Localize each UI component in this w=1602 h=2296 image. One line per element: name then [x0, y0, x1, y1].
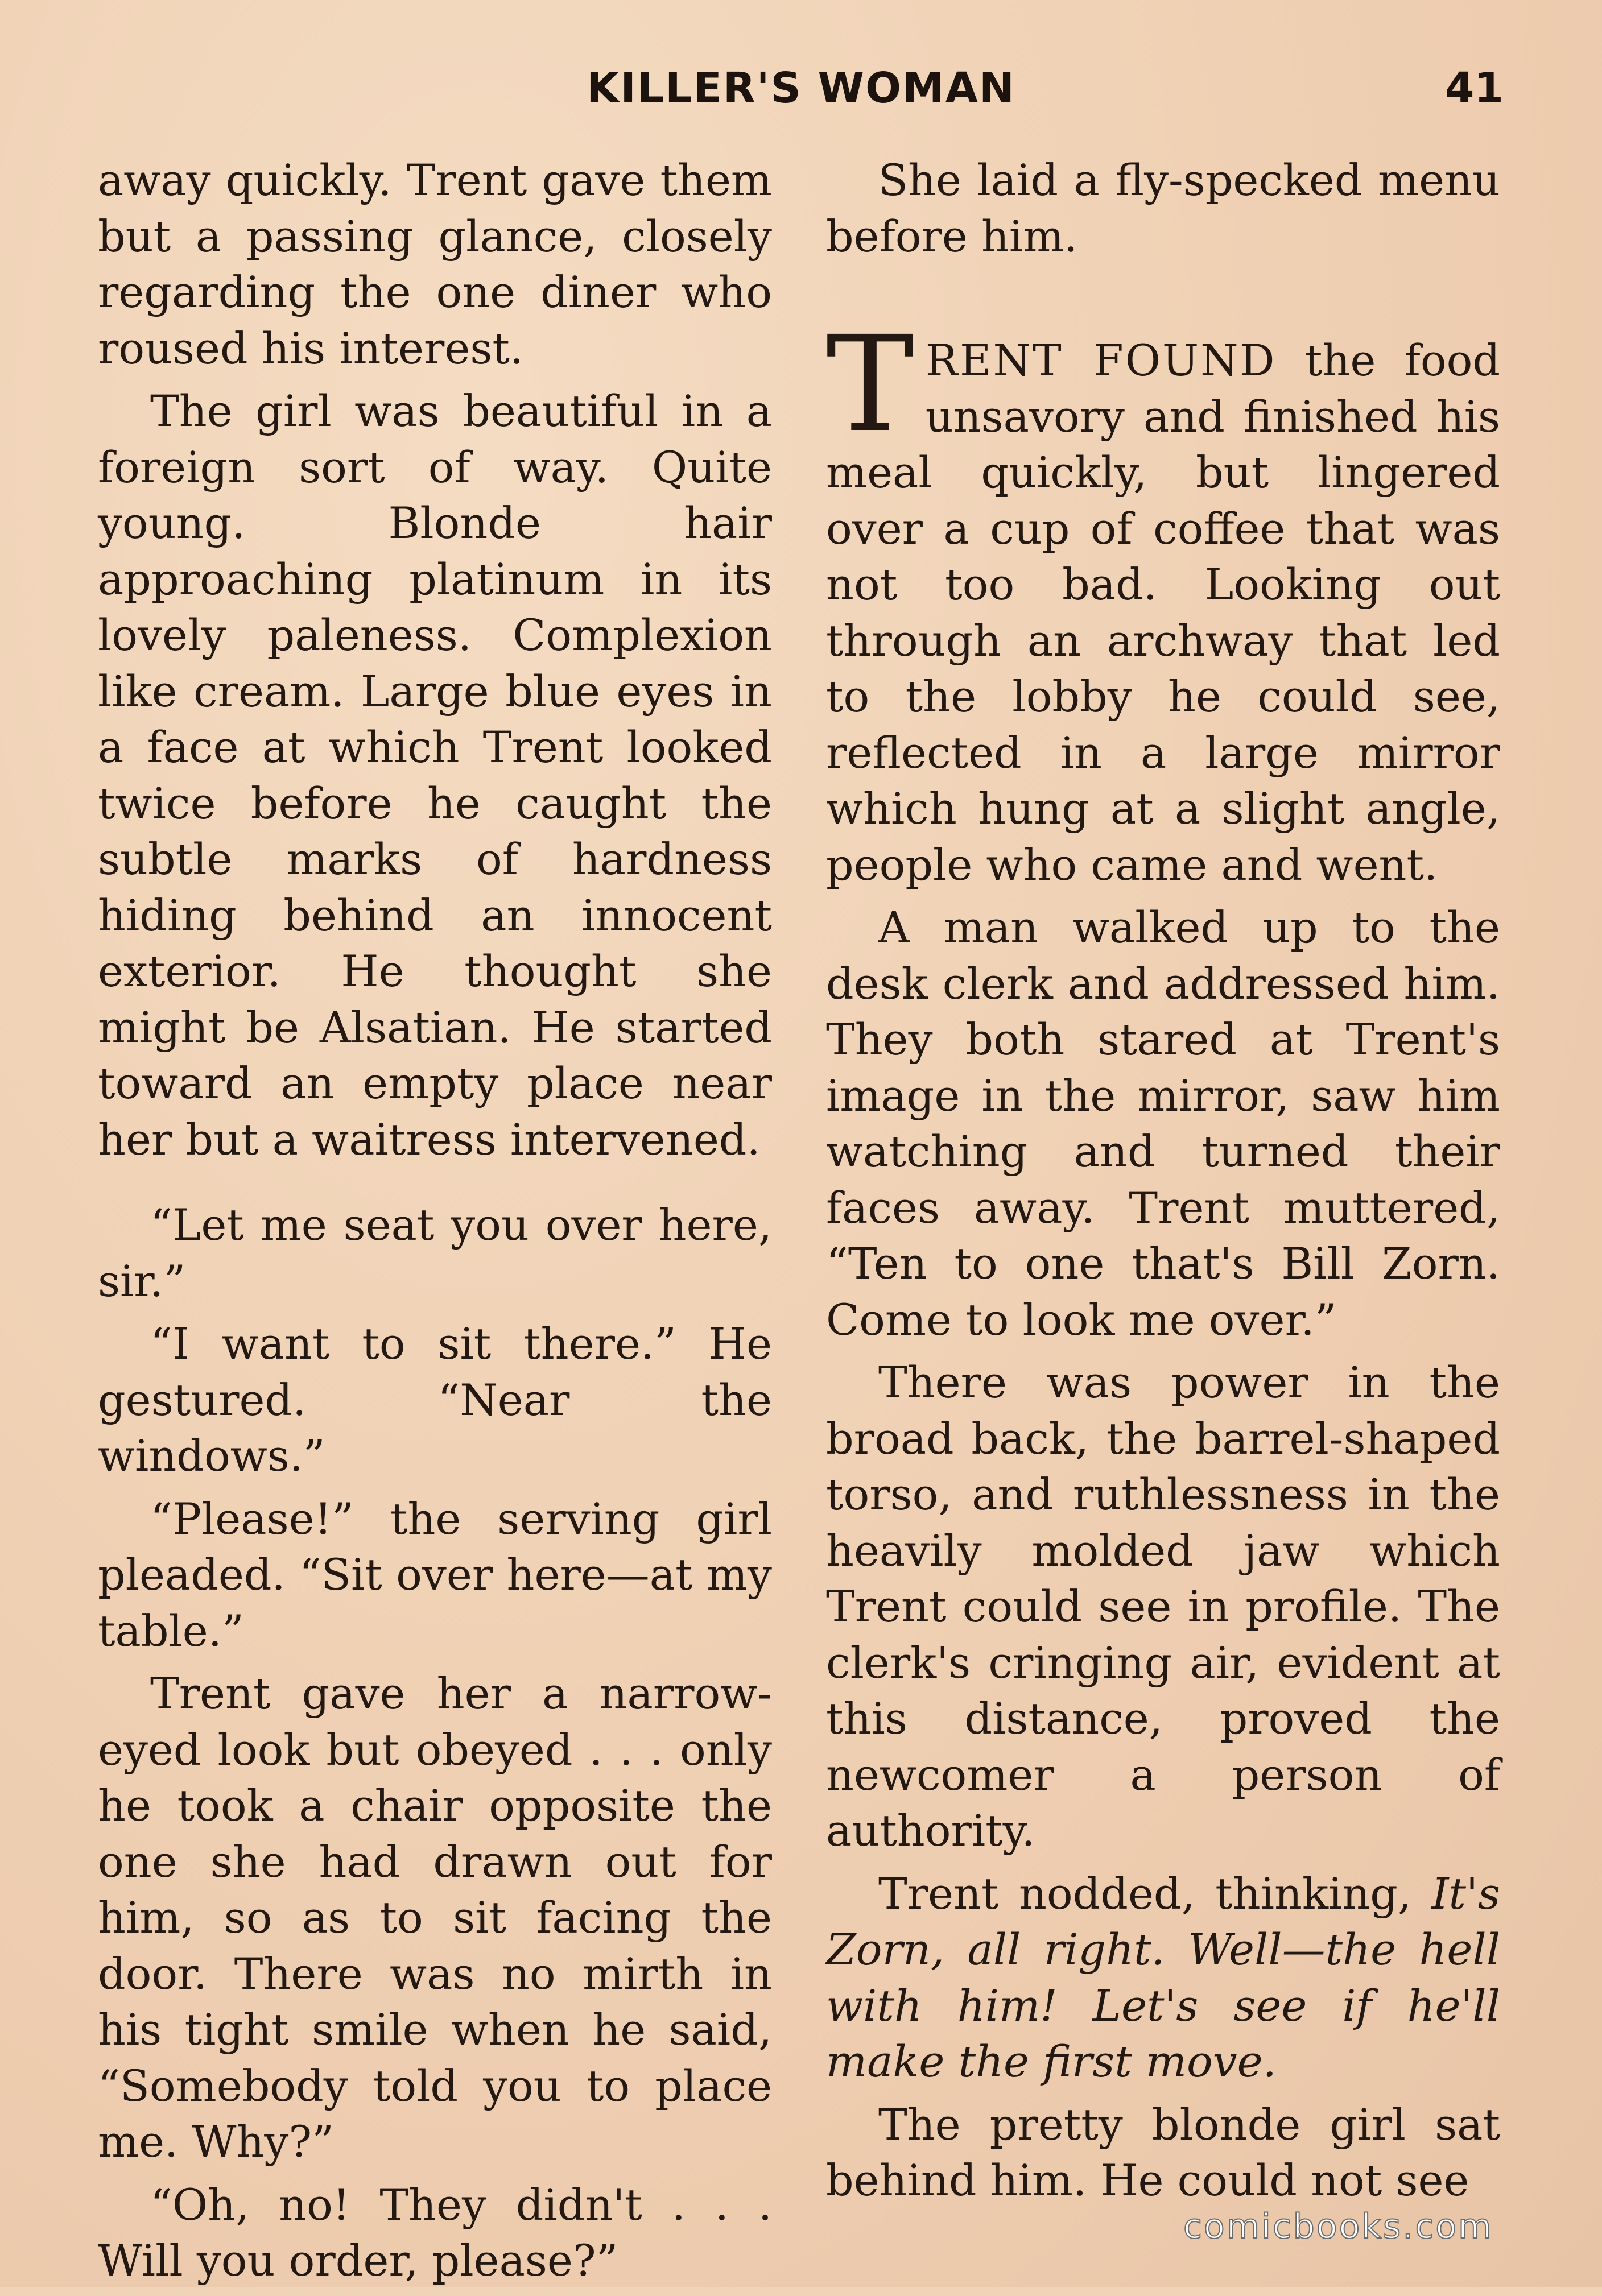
paragraph: She laid a fly-specked menu before him. — [826, 155, 1500, 262]
paragraph: The pretty blonde girl sat behind him. He could not see — [826, 2099, 1500, 2206]
paragraph: Trent gave her a narrow-eyed look but obeyed . . . only he took a chair opposite the one she had drawn out for him, so as to sit facing the door. There was no mirth in his tight smile when he said, “Somebody told you to place me. Why?” — [98, 1668, 772, 2167]
paragraph: “Oh, no! They didn't . . . Will you order, please?” — [98, 2179, 772, 2286]
paragraph: “Please!” the serving girl pleaded. “Sit over here—at my table.” — [98, 1493, 772, 1656]
paragraph: The girl was beautiful in a foreign sort of way. Quite young. Blonde hair approaching platinum in its lovely paleness. Complexion like cream. Large blue eyes in a face at which Trent looked twice before he caught the subtle marks of hardness hiding behind an innocent exterior. He thought she might be Alsatian. He started toward an empty place near her but a waitress intervened. — [98, 386, 772, 1165]
paragraph: “I want to sit there.” He gestured. “Near the windows.” — [98, 1318, 772, 1481]
drop-cap: T — [826, 308, 914, 461]
paragraph-text: Trent nodded, thinking, — [878, 1868, 1432, 1919]
paragraph: A man walked up to the desk clerk and addressed him. They both stared at Trent's image in the mirror, saw him watching and turned their faces away. Trent muttered, “Ten to one that's Bill Zorn. Come to look me over.” — [826, 902, 1500, 1345]
paragraph: There was power in the broad back, the barrel-shaped torso, and ruthlessness in the heavily molded jaw which Trent could see in profile. The clerk's cringing air, evident at this distance, proved the newcomer a person of authority. — [826, 1357, 1500, 1856]
italic-thought: It's Zorn, all right. Well—the hell with him! Let's see if he'll make the first move. — [826, 1868, 1500, 2087]
right-column — [826, 152, 1500, 2216]
page-number: 41 — [1445, 64, 1504, 113]
running-head-title: KILLER'S WOMAN — [587, 64, 1015, 113]
paragraph — [826, 1866, 1500, 2090]
paragraph: “Let me seat you over here, sir.” — [98, 1199, 772, 1306]
lead-in-caps: RENT FOUND — [925, 335, 1277, 386]
section-opening-paragraph — [826, 308, 1500, 893]
site-watermark: comicbooks.com — [1183, 2207, 1493, 2247]
left-column — [98, 152, 772, 2296]
paragraph-text: the food unsavory and finished his meal quickly, but lingered over a cup of coffee that was not too bad. Looking out through an archway that led to the lobby he could see, reflected in a large mirror which hung at a slight angle, people who came and went. — [826, 335, 1500, 890]
paragraph: away quickly. Trent gave them but a passing glance, closely regarding the one diner who roused his interest. — [98, 155, 772, 374]
